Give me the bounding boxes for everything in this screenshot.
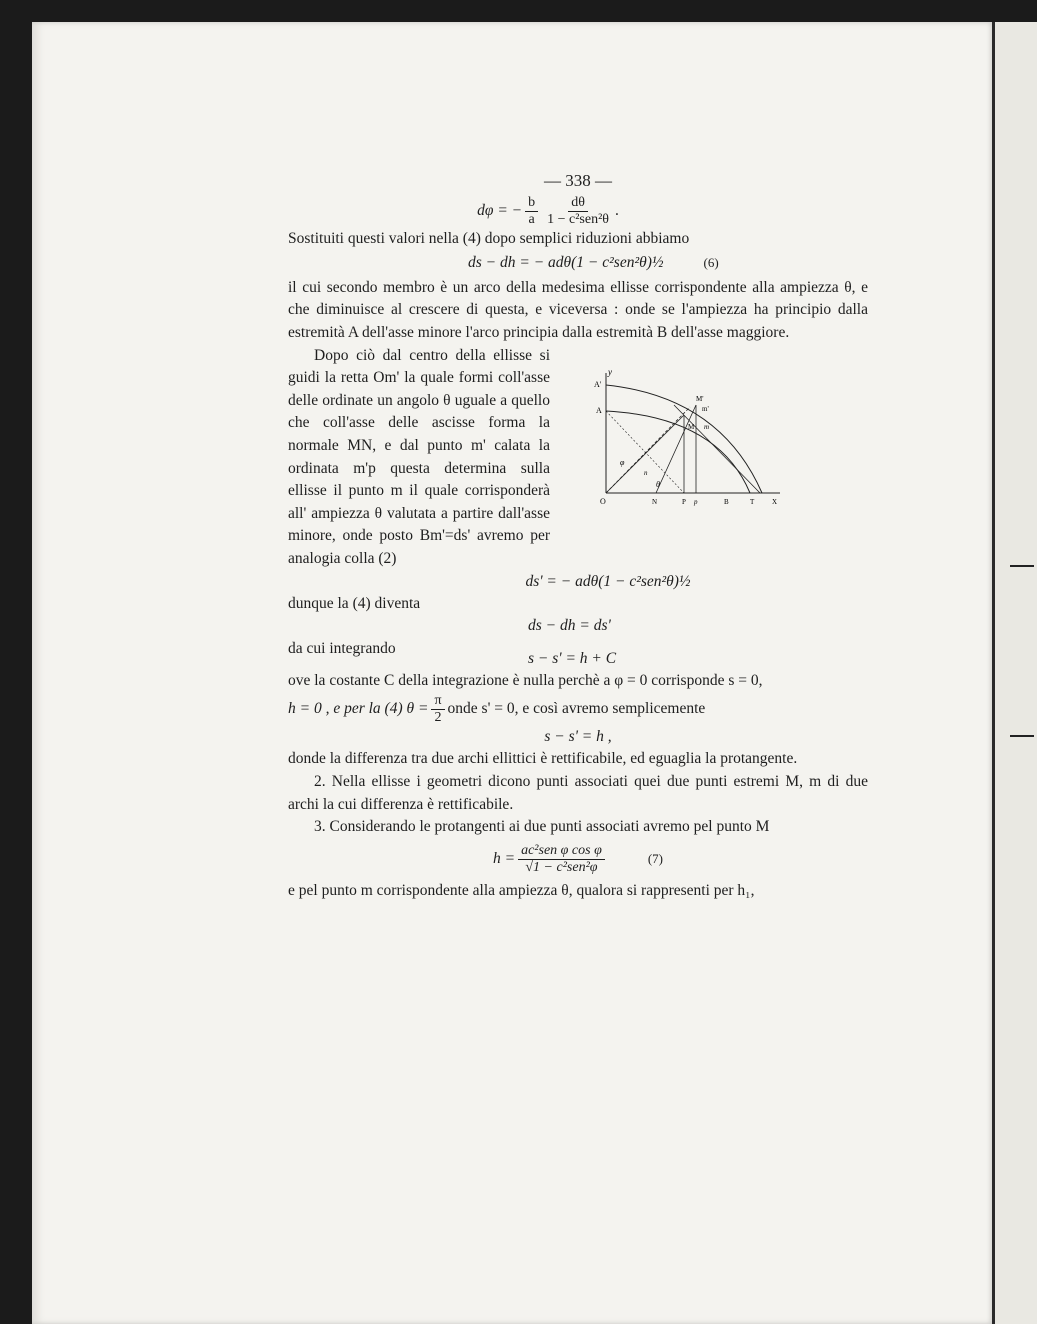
paragraph: 3. Considerando le protangenti ai due punti associati avremo pel punto M: [314, 818, 770, 836]
fraction-pi-over-2: $\frac{\pi}{2}$: [431, 693, 444, 726]
label-p: p: [694, 497, 698, 506]
equation-7: h = $\frac{\text{ac²sen φ cos φ}}{\text{√1 − c²sen²φ}}$ (7): [493, 842, 663, 875]
tangent-line: [674, 405, 760, 493]
paragraph: il cui secondo membro è un arco della medesima ellisse corrispondente alla ampiezza θ, e che diminuisce al crescere di questa, e viceversa : onde se l'ampiezza ha principio dalla estremità A dell'asse minore l'arco principia dalla estremità B dell'asse maggiore.: [288, 278, 868, 341]
ellipse-figure: [594, 365, 784, 506]
equation-line: dunque la (4) diventa ds − dh = ds': [288, 593, 868, 638]
label-B: B: [724, 497, 729, 506]
label-theta: θ: [656, 479, 660, 489]
equation-6: ds − dh = − adθ(1 − c²sen²θ)½ (6): [468, 250, 868, 277]
margin-tick: [1010, 565, 1034, 567]
label-P: P: [682, 497, 686, 506]
equation-final: s − s' = h ,: [544, 727, 612, 745]
paragraph: 2. Nella ellisse i geometri dicono punti associati quei due punti estremi M, m di due archi la cui differenza è rettificabile.: [288, 773, 868, 813]
normal-MN: [656, 405, 696, 493]
page-number: — 338 —: [544, 171, 612, 190]
label-y: y: [608, 366, 612, 377]
margin-tick: [1010, 735, 1034, 737]
fraction: $\frac{\text{ac²sen φ cos φ}}{\text{√1 − c²sen²φ}}$: [518, 843, 605, 876]
label-M-prime: M': [696, 394, 704, 403]
equation-ds-prime: ds' = − adθ(1 − c²sen²θ)½: [525, 572, 691, 590]
page-content: [288, 170, 868, 902]
label-O: O: [600, 496, 606, 506]
paragraph: e pel punto m corrispondente alla ampiezza θ, qualora si rappresenti per h₁,: [288, 881, 755, 899]
paragraph: ove la costante C della integrazione è nulla perchè a φ = 0 corrisponde s = 0,: [288, 672, 763, 690]
text-with-figure: [288, 345, 868, 571]
fraction: $\frac{d\theta}{\text{1 − c²sen²θ}}$: [547, 194, 609, 227]
label-phi: φ: [620, 457, 625, 467]
equation-integral: s − s' = h + C: [528, 649, 617, 667]
label-A-prime: A': [594, 379, 602, 389]
label-X: X: [772, 497, 778, 506]
label-M: M: [688, 422, 695, 431]
page-edge: [992, 22, 1037, 1324]
equation-line: da cui integrando s − s' = h + C: [288, 638, 868, 671]
label-m: m: [704, 422, 710, 431]
label-N: N: [652, 497, 658, 506]
paragraph: Dopo ciò dal centro della ellisse si guidi la retta Om' la quale formi coll'asse delle ordinate un angolo θ uguale a quello che coll'asse delle ascisse forma la normale MN, e dal punto m' calata la ordinata m'p questa determina sulla ellisse il punto m il quale corrisponderà all' ampiezza θ valutata a partire dall'asse minore, onde posto Bm'=ds' avremo per analogia colla (2): [288, 346, 550, 567]
fraction: $\frac{b}{a}$: [525, 195, 538, 228]
equation-lhs: dφ = −: [477, 201, 523, 219]
label-T: T: [750, 497, 755, 506]
equation-number: (7): [647, 851, 663, 867]
equation-number: (6): [703, 255, 719, 271]
ellipse-arc: [606, 411, 750, 493]
label-A: A: [596, 405, 602, 415]
label-n: n: [644, 468, 648, 477]
paragraph: Sostituiti questi valori nella (4) dopo semplici riduzioni abbiamo: [288, 229, 690, 247]
paragraph-line: h = 0 , e per la (4) θ = $\frac{\pi}{2}$ onde s' = 0, e così avremo semplicemente: [288, 692, 706, 725]
equation-sum: ds − dh = ds': [528, 617, 611, 635]
paragraph: donde la differenza tra due archi ellittici è rettificabile, ed eguaglia la protangente.: [288, 750, 798, 768]
equation-dphi: dφ = − $\frac{b}{a}$ $\frac{d\theta}{\text{1 − c²sen²θ}}$ .: [477, 194, 619, 227]
label-m-prime: m': [702, 404, 709, 413]
